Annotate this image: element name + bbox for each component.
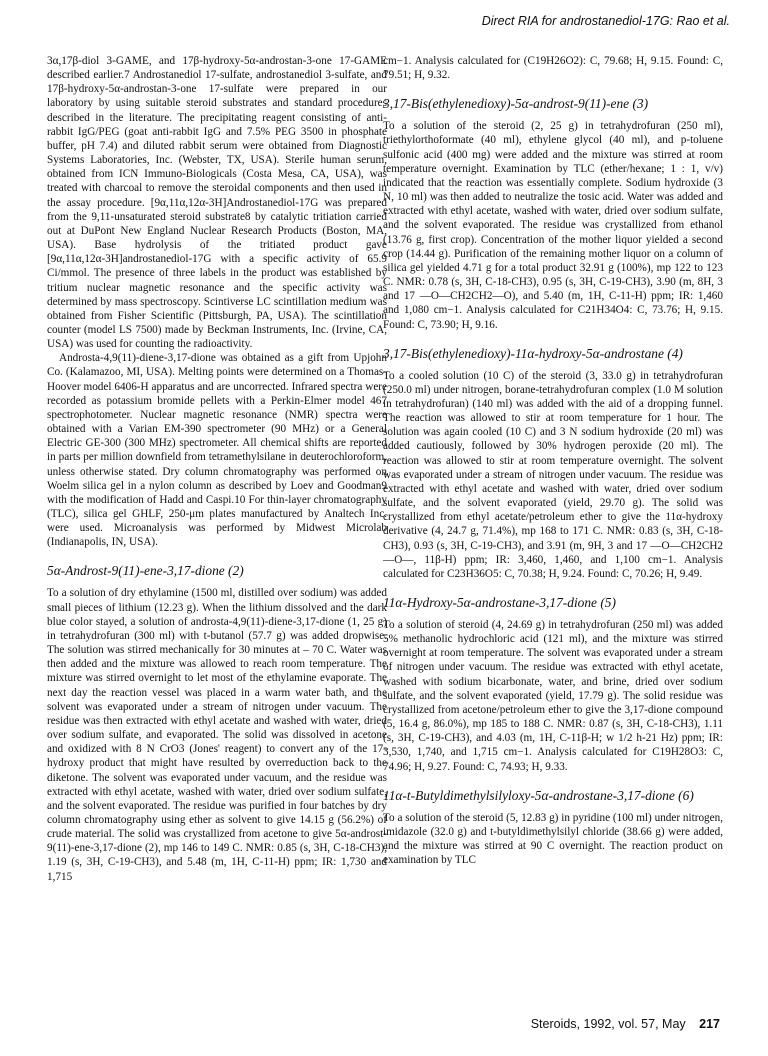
section-heading: 11α-Hydroxy-5α-androstane-3,17-dione (5)	[383, 595, 616, 610]
body-paragraph: To a solution of the steroid (5, 12.83 g) in pyridine (100 ml) under nitrogen, imidazole (32.0 g) and t-butyldimethylsilyl chloride (38.66 g) were added, and the mixture was stirred at 90 C overnight. The reaction product on examination by TLC	[383, 811, 723, 867]
section-heading: 11α-t-Butyldimethylsilyloxy-5α-androstane-3,17-dione (6)	[383, 787, 694, 803]
journal-citation: Steroids, 1992, vol. 57, May	[530, 1017, 686, 1031]
section-heading: 5α-Androst-9(11)-ene-3,17-dione (2)	[47, 563, 244, 579]
body-paragraph: To a solution of the steroid (2, 25 g) in tetrahydrofuran (250 ml), triethylorthoformate (40 ml), ethylene glycol (40 ml), and p-toluene sulfonic acid (400 mg) were added and the mixture was stirred at room temperature overnight. Examination by TLC (ether/hexane; 1 : 1, v/v) indicated that the reaction was essentially complete. Sodium hydroxide (3 N, 10 ml) was then added to neutralize the tosic acid. Water was added and extracted with ethyl acetate, washed with water, dried over sodium sulfate, and the solvent evaporated. The residue was crystallized from ethanol (13.76 g, first crop). Concentration of the mother liquor yielded a second crop (14.44 g). Purification of the remaining mother liquor on a column of silica gel yielded 4.71 g for a total product 32.91 g (100%), mp 122 to 123 C. NMR: 0.78 (s, 3H, C-18-CH3), 0.95 (s, 3H, C-19-CH3), 3.90 (m, 8H, 3 and 17 —O—CH2CH2—O), and 5.40 (m, 1H, C-11-H) ppm; IR: 1,460 and 1,080 cm−1. Analysis calculated for C21H34O4: C, 73.76; H, 9.15. Found: C, 73.90; H, 9.16.	[383, 120, 723, 331]
running-head: Direct RIA for androstanediol-17G: Rao et al.	[481, 14, 730, 28]
body-paragraph: cm−1. Analysis calculated for (C19H26O2): C, 79.68; H, 9.15. Found: C, 79.51; H, 9.32.	[383, 55, 723, 82]
body-paragraph: Androsta-4,9(11)-diene-3,17-dione was obtained as a gift from Upjohn Co. (Kalamazoo, MI, USA). Melting points were determined on a Thomas-Hoover model 6406-H apparatus and are uncorrected. Infrared spectra were recorded as potassium bromide pellets with a Perkin-Elmer model 467 spectrophotometer. Nuclear magnetic resonance (NMR) spectra were obtained with a Varian EM-390 spectrometer (90 MHz) or a General Electric GE-300 (300 MHz) spectrometer. All chemical shifts are reported in parts per million downfield from tetramethylsilane in deuterochloroform, unless otherwise stated. Dry column chromatography was performed on Woelm silica gel in a nylon column as described by Loev and Goodman9 with the modification of Hadd and Caspi.10 For thin-layer chromatography (TLC), silica gel GHLF, 250-μm plates manufactured by Analtech Inc. were used. Microanalysis was performed by Midwest Microlab (Indianapolis, IN, USA).	[47, 352, 387, 549]
page-number: 217	[699, 1017, 720, 1031]
body-paragraph: To a solution of steroid (4, 24.69 g) in tetrahydrofuran (250 ml) was added 5% methanolic hydrochloric acid (121 ml), and the mixture was stirred overnight at room temperature. The solvent was evaporated under a stream of nitrogen under vacuum. The residue was extracted with ethyl acetate, washed with sodium bicarbonate, water, and brine, dried over sodium sulfate, and the solvent evaporated (yield, 17.79 g). The solid residue was crystallized from acetone/petroleum ether to give the 3,17-dione compound (5, 16.4 g, 86.0%), mp 185 to 188 C. NMR: 0.87 (s, 3H, C-18-CH3), 1.11 (s, 3H, C-19-CH3), and 4.03 (m, 1H, C-11β-H; w 1/2 h-21 Hz) ppm; IR: 3,530, 1,740, and 1,715 cm−1. Analysis calculated for C19H28O3: C, 74.96; H, 9.27. Found: C, 74.93; H, 9.33.	[383, 619, 723, 773]
left-column	[47, 54, 387, 884]
page-footer	[531, 1017, 720, 1031]
body-paragraph: 3α,17β-diol 3-GAME, and 17β-hydroxy-5α-androstan-3-one 17-GAME described earlier.7 Androstanediol 17-sulfate, androstanediol 3-sulfate, and 17β-hydroxy-5α-androstan-3-one 17-sulfate were prepared in our laboratory by using suitable steroid substrates and standard procedures described in the literature. The precipitating reagent consisting of anti-rabbit IgG/PEG (goat anti-rabbit IgG and 7.5% PEG 3500 in phosphate buffer, pH 7.4) and diluted rabbit serum were obtained from Diagnostic Systems Laboratories, Inc. (Webster, TX, USA). Sterile human serum, obtained from ICN Immuno-Biologicals (Costa Mesa, CA, USA), was treated with charcoal to remove the steroidal components and then used in the assay procedure. [9α,11α,12α-3H]Androstanediol-17G was prepared from the 9,11-unsaturated steroid substrate8 by catalytic tritiation carried out at DuPont New England Nuclear Research Products (Boston, MA, USA). Base hydrolysis of the tritiated product gave [9α,11α,12α-3H]androstanediol-17G with a specific activity of 65.9 Ci/mmol. The presence of three labels in the product was established by tritium nuclear magnetic resonance and the specific activity was determined by mass spectroscopy. Scintiverse LC scintillation medium was obtained from Fisher Scientific (Pittsburgh, PA, USA). The scintillation counter (model LS 7500) made by Beckman Instruments, Inc. (Irvine, CA, USA) was used for counting the radioactivity.	[47, 55, 387, 351]
body-paragraph: To a cooled solution (10 C) of the steroid (3, 33.0 g) in tetrahydrofuran (250.0 ml) under nitrogen, borane-tetrahydrofuran complex (1.0 M solution in tetrahydrofuran) (140 ml) was added with the aid of a dropping funnel. The reaction was allowed to stir at room temperature for 1 hour. The solution was again cooled (10 C) and 3 N sodium hydroxide (20 ml) was added cautiously, followed by 30% hydrogen peroxide (20 ml). The reaction was allowed to stir at room temperature overnight. The solvent was evaporated under a stream of nitrogen under vacuum. The residue was extracted with ethyl acetate and washed with water, dried over sodium sulfate, and the solvent evaporated (yield, 29.70 g). The solid was crystallized from ethyl acetate/petroleum ether to give the 11α-hydroxy derivative (4, 24.7 g, 71.4%), mp 168 to 171 C. NMR: 0.83 (s, 3H, C-18-CH3), 0.93 (s, 3H, C-19-CH3), and 3.91 (m, 9H, 3 and 17 —O—CH2CH2—O—, 11β-H) ppm; IR: 3,460, 1,460, and 1,100 cm−1. Analysis calculated for C23H36O5: C, 70.38; H, 9.24. Found: C, 70.26; H, 9.49.	[383, 369, 723, 580]
section-heading: 3,17-Bis(ethylenedioxy)-11α-hydroxy-5α-androstane (4)	[383, 345, 683, 361]
section-heading: 3,17-Bis(ethylenedioxy)-5α-androst-9(11)-ene (3)	[383, 96, 649, 112]
body-paragraph: To a solution of dry ethylamine (1500 ml, distilled over sodium) was added small pieces of lithium (12.23 g). When the lithium dissolved and the dark blue color stayed, a solution of androsta-4,9(11)-diene-3,17-dione (1, 25 g) in tetrahydrofuran (300 ml) with t-butanol (57.7 g) was added dropwise. The solution was stirred mechanically for 30 minutes at – 70 C. Water was then added and the mixture was allowed to reach room temperature. The mixture was stirred overnight to let most of the ethylamine evaporate. The next day the reaction vessel was placed in a warm water bath, and the solvent was evaporated under a stream of nitrogen under vacuum. The residue was then extracted with ethyl acetate and washed with water, dried over sodium sulfate, and evaporated. The solid was dissolved in acetone and oxidized with 8 N CrO3 (Jones' reagent) to convert any of the 17-hydroxy product that might have resulted by overreduction back to the diketone. The solvent was evaporated under vacuum, and the residue was extracted with ethyl acetate, washed with water, dried over sodium sulfate, and the solvent evaporated. The residue was purified in four batches by dry column chromatography using ether as solvent to give 14.15 g (56.2%) of crude material. The solid was crystallized from acetone to give 5α-androst-9(11)-ene-3,17-dione (2), mp 146 to 149 C. NMR: 0.85 (s, 3H, C-18-CH3), 1.19 (s, 3H, C-19-CH3), and 5.48 (m, 1H, C-11-H) ppm; IR: 1,730 and 1,715	[47, 587, 387, 883]
right-column	[383, 54, 723, 867]
